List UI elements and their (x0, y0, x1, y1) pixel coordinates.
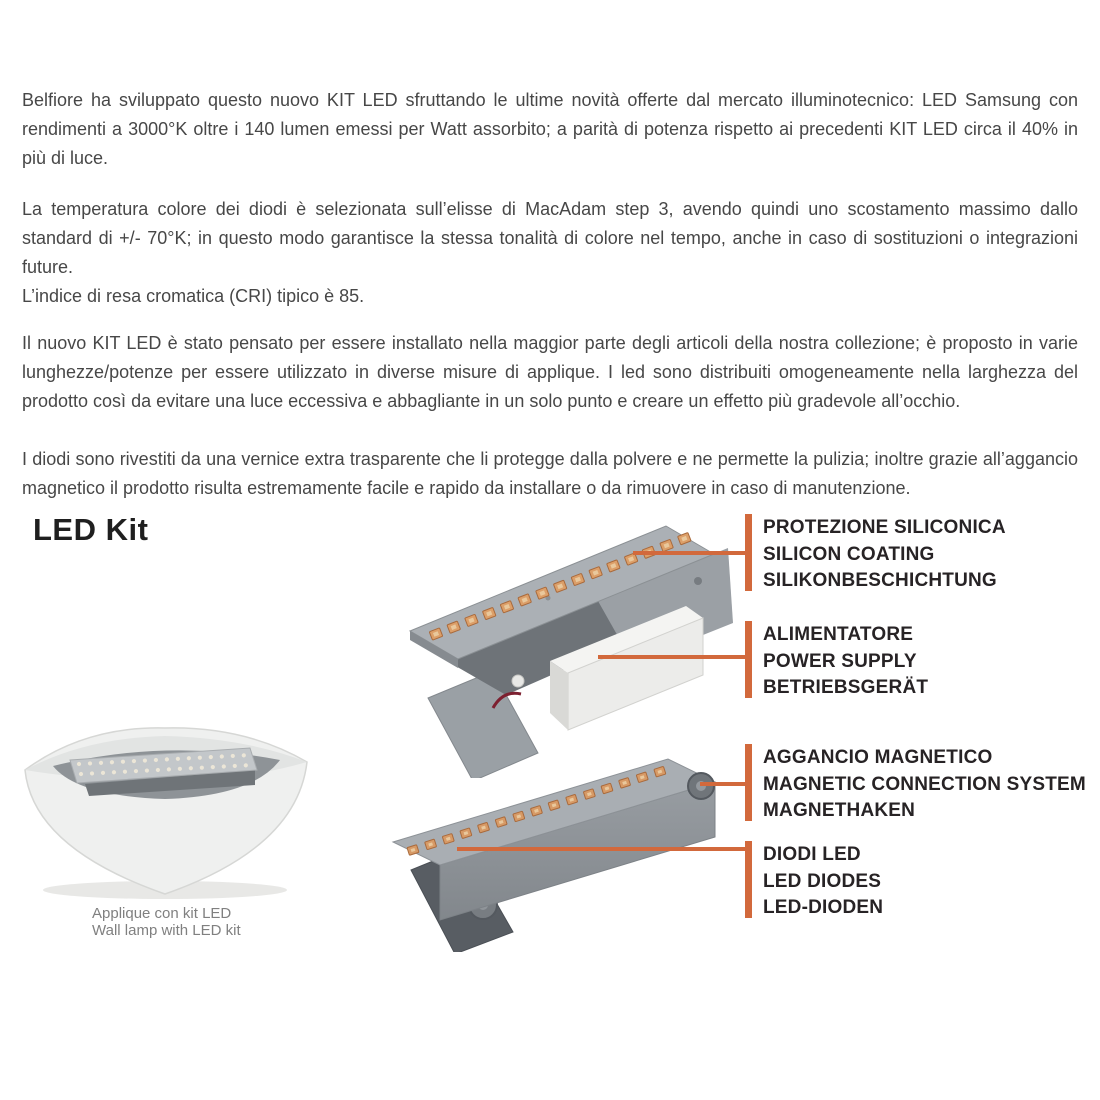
callout-line-en: POWER SUPPLY (763, 650, 917, 672)
callout-silicon-coating (745, 514, 1006, 595)
callout-line-en: SILICON COATING (763, 543, 935, 565)
callout-line-de: BETRIEBSGERÄT (763, 677, 929, 698)
callout-line-it: AGGANCIO MAGNETICO (763, 747, 993, 768)
callout-magnetic-connection (745, 744, 1086, 825)
callout-line-it: ALIMENTATORE (763, 624, 914, 645)
section-title: LED Kit (33, 512, 149, 547)
callout-accent-bar (745, 744, 752, 821)
wall-lamp-caption (92, 905, 241, 939)
callout-line-de: SILIKONBESCHICHTUNG (763, 570, 997, 591)
callout-line-it: PROTEZIONE SILICONICA (763, 517, 1006, 538)
callout-accent-bar (745, 841, 752, 918)
callout-power-supply (745, 621, 928, 702)
wall-lamp-illustration (15, 698, 320, 903)
callout-line-en: LED DIODES (763, 870, 882, 892)
callout-led-diodes (745, 841, 883, 922)
callout-connector-diodes (457, 847, 745, 851)
callout-line-de: MAGNETHAKEN (763, 800, 916, 821)
paragraph-color-temperature: La temperatura colore dei diodi è selezionata sull’elisse di MacAdam step 3, avendo quindi uno scostamento massimo dallo standard di +/- 70°K; in questo modo garantisce la stessa tonalità di colore nel tempo, anche in caso di sostituzioni o integrazioni future. (22, 199, 1078, 277)
led-power-module-illustration (398, 503, 733, 778)
paragraph-installation: Il nuovo KIT LED è stato pensato per essere installato nella maggior parte degli articoli della nostra collezione; è proposto in varie lunghezze/potenze per essere utilizzato in diverse misure di applique. I led sono distribuiti omogeneamente nella larghezza del prodotto così da evitare una luce eccessiva e abbagliante in un solo punto e creare un effetto più gradevole all’occhio. (22, 333, 1078, 411)
led-power-module-figure (398, 503, 733, 778)
caption-line-italian: Applique con kit LED (92, 905, 232, 922)
paragraph-coating-magnet: I diodi sono rivestiti da una vernice extra trasparente che li protegge dalla polvere e ne permette la pulizia; inoltre grazie all’aggancio magnetico il prodotto risulta estremamente facile e rapido da installare o da rimuovere in caso di manutenzione. (22, 449, 1078, 498)
callout-line-de: LED-DIODEN (763, 897, 884, 918)
paragraph-cri: L’indice di resa cromatica (CRI) tipico è 85. (22, 286, 365, 306)
wall-lamp-figure (15, 698, 320, 903)
callout-line-it: DIODI LED (763, 844, 861, 865)
caption-line-english: Wall lamp with LED kit (92, 922, 241, 939)
callout-connector-silicon (633, 551, 745, 555)
callout-line-en: MAGNETIC CONNECTION SYSTEM (763, 773, 1086, 795)
callout-accent-bar (745, 621, 752, 698)
paragraph-intro: Belfiore ha sviluppato questo nuovo KIT LED sfruttando le ultime novità offerte dal mercato illuminotecnico: LED Samsung con rendimenti a 3000°K oltre i 140 lumen emessi per Watt assorbito; a parità di potenza rispetto ai precedenti KIT LED circa il 40% in più di luce. (22, 90, 1078, 168)
callout-connector-magnetic (700, 782, 745, 786)
callout-connector-power-supply (598, 655, 745, 659)
callout-accent-bar (745, 514, 752, 591)
